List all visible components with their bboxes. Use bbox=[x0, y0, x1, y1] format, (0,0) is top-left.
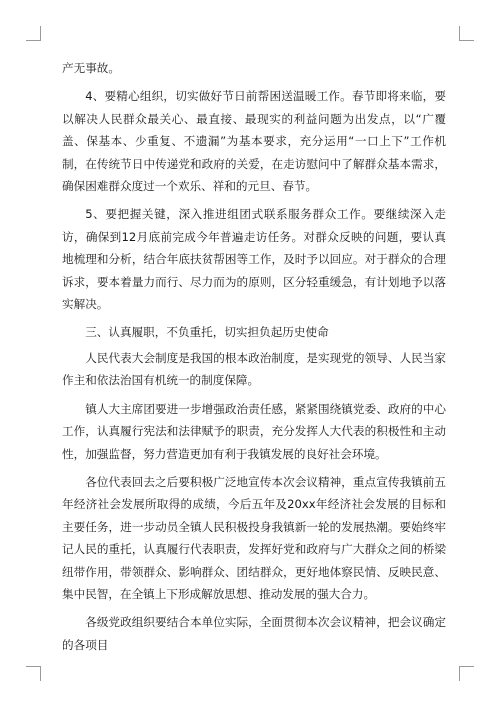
paragraph-item-4: 4、要精心组织，切实做好节日前帮困送温暖工作。春节即将来临，要以解决人民群众最关心、最直接、最现实的利益问题为出发点，以“广覆盖、保基本、少重复、不遗漏”为基本要求，充分运用“一口上下”工作机制，在传统节日中传递党和政府的关爱，在走访慰问中了解群众基本需求，确保困难群众度过一个欢乐、祥和的元旦、春节。 bbox=[62, 89, 446, 194]
paragraph-item-5: 5、要把握关键，深入推进组团式联系服务群众工作。要继续深入走访，确保到12月底前完成今年普遍走访任务。对群众反映的问题，要认真地梳理和分析，结合年底扶贫帮困等工作，及时予以回应。对于群众的合理诉求，要本着量力而行、尽力而为的原则，区分轻重缓急，有计划地予以落实解决。 bbox=[62, 207, 446, 312]
crop-mark-bottom-right bbox=[459, 666, 474, 681]
paragraph-npc-system: 人民代表大会制度是我国的根本政治制度，是实现党的领导、人民当家作主和依法治国有机统一的制度保障。 bbox=[62, 350, 446, 388]
crop-mark-top-left bbox=[26, 26, 41, 41]
paragraph-party-organizations: 各级党政组织要结合本单位实际，全面贯彻本次会议精神，把会议确定的各项目 bbox=[62, 615, 446, 652]
paragraph-presidium: 镇人大主席团要进一步增强政治责任感，紧紧围绕镇党委、政府的中心工作，认真履行宪法和法律赋予的职责，充分发挥人大代表的积极性和主动性，加强监督，努力营造更加有利于我镇发展的良好社会环境。 bbox=[62, 401, 446, 461]
document-body bbox=[62, 57, 446, 662]
crop-mark-bottom-left bbox=[26, 666, 41, 681]
paragraph-representatives: 各位代表回去之后要积极广泛地宣传本次会议精神，重点宣传我镇前五年经济社会发展所取得的成绩，今后五年及20xx年经济社会发展的目标和主要任务，进一步动员全镇人民积极投身我镇新一轮的发展热潮。要始终牢记人民的重托，认真履行代表职责，发挥好党和政府与广大群众之间的桥梁纽带作用，带领群众、影响群众、团结群众，更好地体察民情、反映民意、集中民智，在全镇上下形成解放思想、推动发展的强大合力。 bbox=[62, 474, 446, 601]
section-heading-3: 三、认真履职，不负重托，切实担负起历史使命 bbox=[85, 325, 329, 340]
crop-mark-top-right bbox=[459, 26, 474, 41]
paragraph-continuation: 产无事故。 bbox=[62, 61, 120, 75]
